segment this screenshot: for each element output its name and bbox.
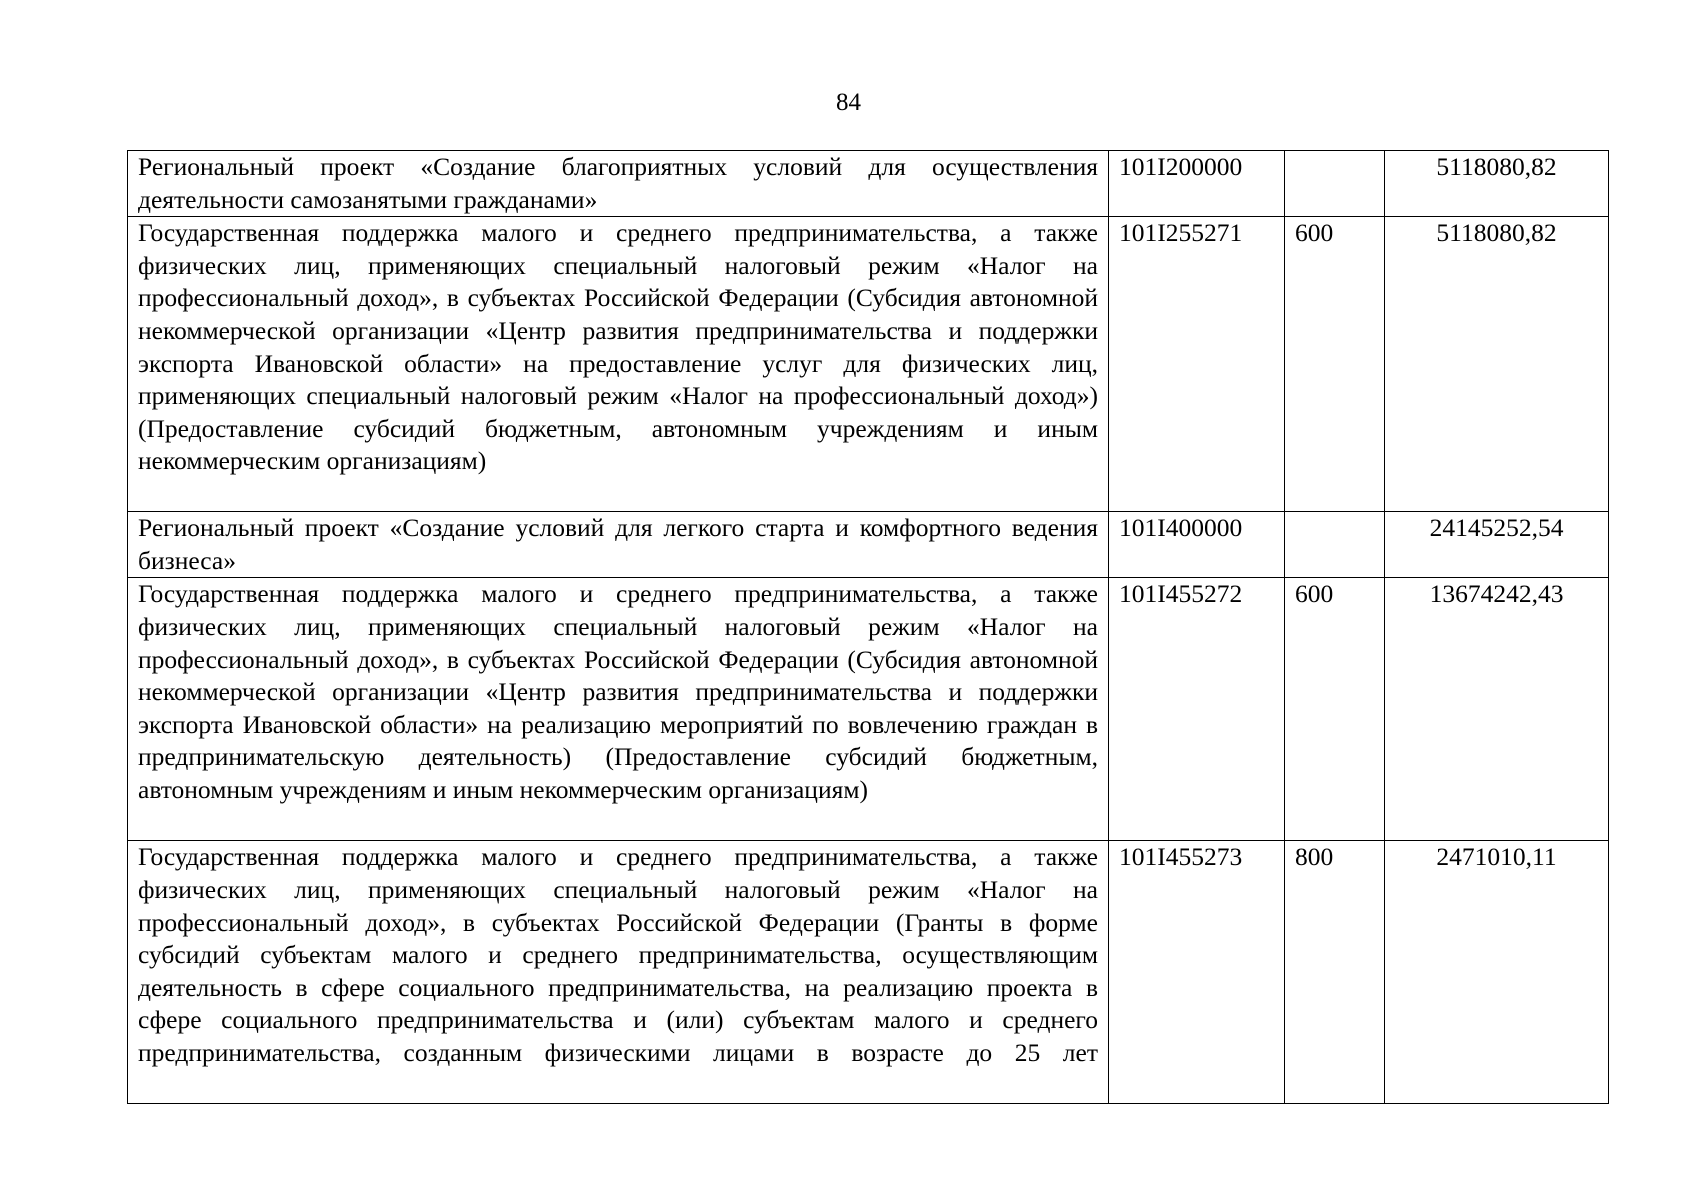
row-code-cell: 101I400000 xyxy=(1109,512,1285,578)
row-name-cell: Государственная поддержка малого и среднего предпринимательства, а также физических лиц, применяющих специальный налоговый режим «Налог на профессиональный доход», в субъектах Российской Федерации (Гранты в форме субсидий субъектам малого и среднего предпринимательства, осуществляющим деятельность в сфере социального предпринимательства, на реализацию проекта в сфере социального предпринимательства и (или) субъектам малого и среднего предпринимательства, созданным физическими лицами в возрасте до 25 лет xyxy=(128,841,1109,1104)
row-name-cell: Государственная поддержка малого и среднего предпринимательства, а также физических лиц, применяющих специальный налоговый режим «Налог на профессиональный доход», в субъектах Российской Федерации (Субсидия автономной некоммерческой организации «Центр развития предпринимательства и поддержки экспорта Ивановской области» на реализацию мероприятий по вовлечению граждан в предпринимательскую деятельность) (Предоставление субсидий бюджетным, автономным учреждениям и иным некоммерческим организациям) xyxy=(128,578,1109,841)
page-number: 84 xyxy=(836,89,861,116)
row-amount-cell: 24145252,54 xyxy=(1385,512,1609,578)
table-row xyxy=(128,578,1609,841)
row-type-cell: 600 xyxy=(1285,217,1385,512)
table-row xyxy=(128,217,1609,512)
row-amount-cell: 5118080,82 xyxy=(1385,151,1609,217)
table-row xyxy=(128,512,1609,578)
row-type-cell: 800 xyxy=(1285,841,1385,1104)
row-code-cell: 101I455273 xyxy=(1109,841,1285,1104)
row-amount-cell: 2471010,11 xyxy=(1385,841,1609,1104)
row-name-cell: Государственная поддержка малого и среднего предпринимательства, а также физических лиц, применяющих специальный налоговый режим «Налог на профессиональный доход», в субъектах Российской Федерации (Субсидия автономной некоммерческой организации «Центр развития предпринимательства и поддержки экспорта Ивановской области» на предоставление услуг для физических лиц, применяющих специальный налоговый режим «Налог на профессиональный доход») (Предоставление субсидий бюджетным, автономным учреждениям и иным некоммерческим организациям) xyxy=(128,217,1109,512)
budget-table xyxy=(127,150,1609,1104)
table-row xyxy=(128,841,1609,1104)
row-name-cell: Региональный проект «Создание условий для легкого старта и комфортного ведения бизнеса» xyxy=(128,512,1109,578)
table-row xyxy=(128,151,1609,217)
row-code-cell: 101I200000 xyxy=(1109,151,1285,217)
row-type-cell xyxy=(1285,512,1385,578)
row-amount-cell: 5118080,82 xyxy=(1385,217,1609,512)
row-type-cell xyxy=(1285,151,1385,217)
row-type-cell: 600 xyxy=(1285,578,1385,841)
row-name-cell: Региональный проект «Создание благоприятных условий для осуществления деятельности самозанятыми гражданами» xyxy=(128,151,1109,217)
row-amount-cell: 13674242,43 xyxy=(1385,578,1609,841)
row-code-cell: 101I455272 xyxy=(1109,578,1285,841)
row-code-cell: 101I255271 xyxy=(1109,217,1285,512)
